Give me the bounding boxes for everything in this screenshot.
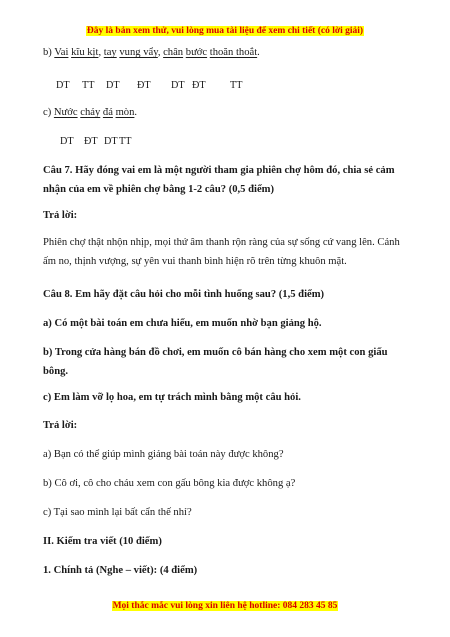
item-b-word: Vai (54, 47, 69, 58)
question-8-situation-a: a) Có một bài toán em chưa hiểu, em muốn nhờ bạn giảng hộ. (43, 318, 322, 329)
item-b-sep: . (257, 47, 260, 58)
item-b-word: chân (163, 47, 184, 58)
preview-banner-text: Đây là bản xem thử, vui lòng mua tài liệu để xem chi tiết (có lời giải) (86, 26, 364, 36)
hotline-banner-text: Mọi thắc mắc vui lòng xin liên hệ hotline: 084 283 45 85 (112, 601, 338, 611)
word-class-tag: DT (60, 136, 74, 147)
word-class-tag: TT (82, 80, 95, 91)
word-class-tag: ĐT (137, 80, 151, 91)
item-b-sep: , (98, 47, 104, 58)
word-class-tag: DT (106, 80, 120, 91)
question-8-answer-a: a) Bạn có thể giúp mình giảng bài toán này được không? (43, 449, 284, 460)
question-8-answer-c: c) Tại sao mình lại bất cẩn thế nhỉ? (43, 507, 192, 518)
section-2-subheading: 1. Chính tả (Nghe – viết): (4 điểm) (43, 565, 198, 576)
word-class-tag: DT (56, 80, 70, 91)
item-c-word: chảy (80, 107, 101, 118)
word-class-tag: TT (230, 80, 243, 91)
preview-banner (0, 26, 450, 36)
question-7-title: Câu 7. Hãy đóng vai em là một người tham gia phiên chợ hôm đó, chia sẻ cảm nhận của em về phiên chợ bằng 1-2 câu? (0,5 điểm) (43, 165, 395, 195)
item-b-word: thoăn thoắt (209, 47, 258, 58)
item-c-prefix: c) (43, 107, 54, 118)
word-class-tag: ĐT (192, 80, 206, 91)
item-c-word: đá (102, 107, 113, 118)
item-c-word: mòn (115, 107, 135, 118)
item-b-word: kĩu kịt (71, 47, 99, 58)
word-class-tag: TT (119, 136, 132, 147)
word-class-tag: DT (104, 136, 118, 147)
item-b-word: vung vẩy (119, 47, 158, 58)
question-8-title: Câu 8. Em hãy đặt câu hỏi cho mỗi tình huống sau? (1,5 điểm) (43, 289, 325, 300)
question-8-answer-b: b) Cô ơi, cô cho cháu xem con gấu bông kia được không ạ? (43, 478, 296, 489)
item-c-sep: . (134, 107, 138, 118)
word-class-tag: DT (171, 80, 185, 91)
item-c-word: Nước (53, 107, 78, 118)
question-7-answer-label: Trả lời: (43, 210, 78, 221)
item-b-sentence (43, 46, 260, 60)
question-8-answer-label: Trả lời: (43, 420, 78, 431)
question-8-situation-b: b) Trong cửa hàng bán đồ chơi, em muốn cô bán hàng cho xem một con giấu bông. (43, 347, 388, 377)
item-b-sep: , (157, 47, 164, 58)
word-class-tag: ĐT (84, 136, 98, 147)
item-b-word: tay (103, 47, 117, 58)
hotline-banner (0, 601, 450, 611)
question-8-situation-c: c) Em làm vỡ lọ hoa, em tự trách mình bằng một câu hỏi. (43, 392, 301, 403)
question-7-answer: Phiên chợ thật nhộn nhịp, mọi thứ âm thanh rộn ràng của sự sống cứ vang lên. Cảnh ấm no, thịnh vượng, sự yên vui thanh bình hiện rõ trên từng khuôn mặt. (43, 237, 400, 267)
item-b-word: bước (185, 47, 208, 58)
item-c-sentence (43, 106, 137, 120)
item-b-prefix: b) (43, 47, 55, 58)
section-2-title: II. Kiểm tra viết (10 điểm) (43, 536, 162, 547)
